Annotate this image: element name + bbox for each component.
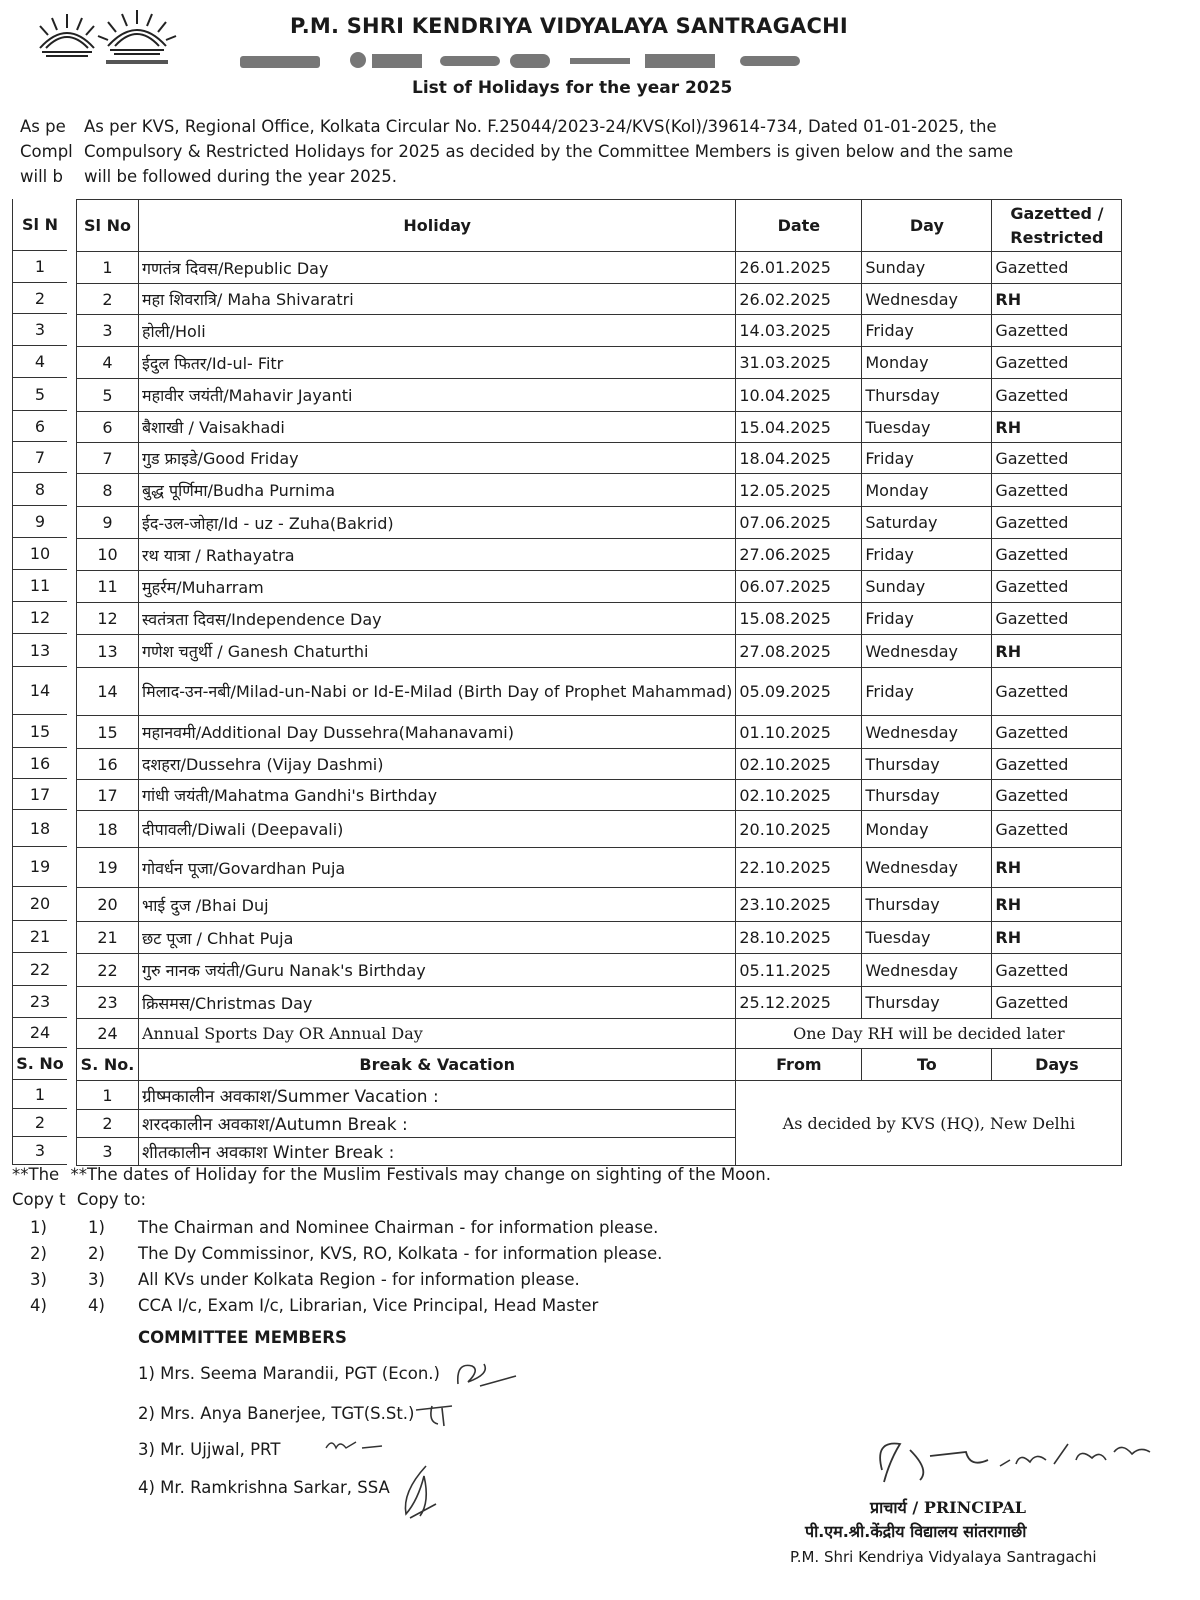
ghost-sl: 21	[13, 921, 67, 953]
row-sl-no: 12	[77, 603, 139, 635]
row-day: Saturday	[862, 507, 992, 539]
row-sl-no: 3	[77, 315, 139, 347]
row-holiday: ईद-उल-जोहा/Id - uz - Zuha(Bakrid)	[139, 507, 736, 539]
row-day: Wednesday	[862, 284, 992, 315]
row-holiday: गणेश चतुर्थी / Ganesh Chaturthi	[139, 635, 736, 668]
break-note: As decided by KVS (HQ), New Delhi	[736, 1081, 1122, 1166]
ghost-sl: 5	[13, 378, 67, 411]
ghost-sl: 23	[13, 986, 67, 1018]
ghost-sl: 14	[13, 667, 67, 715]
copy-num: 2)	[88, 1244, 105, 1263]
row-holiday: क्रिसमस/Christmas Day	[139, 987, 736, 1019]
row-sl-no: 20	[77, 888, 139, 922]
row-day: Friday	[862, 603, 992, 635]
ghost-sl: 8	[13, 473, 67, 506]
ghost-sl: 22	[13, 953, 67, 986]
row-holiday-type: RH	[992, 412, 1122, 443]
row-holiday: छट पूजा / Chhat Puja	[139, 922, 736, 954]
school-name: P.M. SHRI KENDRIYA VIDYALAYA SANTRAGACHI	[290, 14, 848, 38]
break-label: शरदकालीन अवकाश/Autumn Break :	[139, 1110, 736, 1138]
ghost-sl: 3	[13, 1137, 67, 1165]
ghost-sl: 2	[13, 1109, 67, 1137]
row-24	[77, 1019, 1122, 1049]
row-holiday: मुहर्रम/Muharram	[139, 571, 736, 603]
table-row	[77, 539, 1122, 571]
ghost-sl: 1	[13, 251, 67, 283]
copy-to-list	[30, 1218, 662, 1322]
row-sl-no: 16	[77, 749, 139, 780]
break-sno: 2	[77, 1110, 139, 1138]
signature-2	[412, 1400, 458, 1430]
committee-member: 3) Mr. Ujjwal, PRT	[138, 1440, 281, 1459]
row-holiday: महानवमी/Additional Day Dussehra(Mahanavami)	[139, 716, 736, 749]
row-sl-no: 4	[77, 347, 139, 379]
table-row	[77, 571, 1122, 603]
row-date: 20.10.2025	[736, 811, 862, 848]
row-holiday-type: Gazetted	[992, 252, 1122, 284]
committee-member: 2) Mrs. Anya Banerjee, TGT(S.St.)	[138, 1404, 415, 1423]
table-row	[77, 347, 1122, 379]
row-day: Friday	[862, 539, 992, 571]
note-ghost: **The	[12, 1165, 60, 1184]
row-holiday: बुद्ध पूर्णिमा/Budha Purnima	[139, 474, 736, 507]
row-sl-no: 18	[77, 811, 139, 848]
row-holiday-type: Gazetted	[992, 668, 1122, 716]
row-date: 14.03.2025	[736, 315, 862, 347]
committee-member: 4) Mr. Ramkrishna Sarkar, SSA	[138, 1478, 390, 1497]
row-date: 12.05.2025	[736, 474, 862, 507]
copy-text: The Dy Commissinor, KVS, RO, Kolkata - for information please.	[138, 1244, 663, 1263]
table-row	[77, 315, 1122, 347]
row-day: Tuesday	[862, 412, 992, 443]
table-row	[77, 848, 1122, 888]
copy-num: 3)	[88, 1270, 105, 1289]
row-sl-no: 2	[77, 284, 139, 315]
row-holiday: दशहरा/Dussehra (Vijay Dashmi)	[139, 749, 736, 780]
row-holiday: गणतंत्र दिवस/Republic Day	[139, 252, 736, 284]
row-sl-no: 21	[77, 922, 139, 954]
row-holiday-type: RH	[992, 848, 1122, 888]
row-date: 07.06.2025	[736, 507, 862, 539]
ghost-sl: 16	[13, 748, 67, 779]
table-row	[77, 443, 1122, 474]
row-day: Friday	[862, 315, 992, 347]
break-header-days: Days	[992, 1049, 1122, 1081]
committee-title: COMMITTEE MEMBERS	[138, 1328, 347, 1347]
row-sl-no: 13	[77, 635, 139, 668]
copy-ghost: Copy t	[12, 1190, 66, 1209]
row-day: Friday	[862, 668, 992, 716]
table-row	[77, 811, 1122, 848]
row-sl-no: 1	[77, 252, 139, 284]
row-day: Thursday	[862, 987, 992, 1019]
break-label: शीतकालीन अवकाश Winter Break :	[139, 1138, 736, 1166]
row-day: Monday	[862, 811, 992, 848]
copy-ghost-num: 4)	[30, 1296, 47, 1315]
row-holiday-type: Gazetted	[992, 347, 1122, 379]
header-date: Date	[736, 200, 862, 252]
row-day: Thursday	[862, 379, 992, 412]
row-date: 27.06.2025	[736, 539, 862, 571]
row-sl-no: 14	[77, 668, 139, 716]
copy-item	[30, 1244, 662, 1270]
row-holiday-type: Gazetted	[992, 539, 1122, 571]
header-sl-no: Sl No	[77, 200, 139, 252]
ghost-sl: 10	[13, 538, 67, 570]
row-holiday-type: Gazetted	[992, 954, 1122, 987]
row-holiday-type: Gazetted	[992, 379, 1122, 412]
signature-3	[322, 1434, 392, 1458]
row-day: Wednesday	[862, 848, 992, 888]
signature-4	[396, 1462, 442, 1522]
header-gazetted-restricted: Gazetted / Restricted	[992, 200, 1122, 252]
table-row	[77, 780, 1122, 811]
row24-note: One Day RH will be decided later	[736, 1019, 1122, 1049]
row-sl-no: 6	[77, 412, 139, 443]
intro-line: Compulsory & Restricted Holidays for 2025 as decided by the Committee Members is given below and the same	[84, 142, 1014, 161]
row-holiday-type: RH	[992, 888, 1122, 922]
ghost-sl: 11	[13, 570, 67, 602]
copy-to-heading	[12, 1190, 146, 1209]
row-day: Thursday	[862, 749, 992, 780]
row-day: Monday	[862, 474, 992, 507]
header-holiday: Holiday	[139, 200, 736, 252]
row-holiday-type: Gazetted	[992, 507, 1122, 539]
ghost-sl: 3	[13, 314, 67, 346]
table-row	[77, 749, 1122, 780]
break-row	[77, 1081, 1122, 1110]
note-text: **The dates of Holiday for the Muslim Festivals may change on sighting of the Moon.	[70, 1165, 771, 1184]
committee-member: 1) Mrs. Seema Marandii, PGT (Econ.)	[138, 1364, 440, 1383]
row-date: 26.01.2025	[736, 252, 862, 284]
table-row	[77, 668, 1122, 716]
break-header-sno: S. No.	[77, 1049, 139, 1081]
row-sl-no: 23	[77, 987, 139, 1019]
row-sl-no: 9	[77, 507, 139, 539]
row-sl-no: 7	[77, 443, 139, 474]
signature-1	[450, 1356, 520, 1392]
copy-ghost-num: 1)	[30, 1218, 47, 1237]
intro-paragraph	[84, 114, 1084, 189]
row24-holiday: Annual Sports Day OR Annual Day	[139, 1019, 736, 1049]
row-holiday: भाई दुज /Bhai Duj	[139, 888, 736, 922]
row-day: Friday	[862, 443, 992, 474]
row-day: Sunday	[862, 571, 992, 603]
table-row	[77, 888, 1122, 922]
row-date: 10.04.2025	[736, 379, 862, 412]
row-day: Wednesday	[862, 635, 992, 668]
row-holiday: गुरु नानक जयंती/Guru Nanak's Birthday	[139, 954, 736, 987]
row-date: 27.08.2025	[736, 635, 862, 668]
row-date: 31.03.2025	[736, 347, 862, 379]
row-holiday-type: Gazetted	[992, 749, 1122, 780]
row-holiday: स्वतंत्रता दिवस/Independence Day	[139, 603, 736, 635]
header-day: Day	[862, 200, 992, 252]
ghost-sl: 13	[13, 634, 67, 667]
copy-ghost-num: 3)	[30, 1270, 47, 1289]
row-holiday: बैशाखी / Vaisakhadi	[139, 412, 736, 443]
row-day: Tuesday	[862, 922, 992, 954]
row-date: 02.10.2025	[736, 749, 862, 780]
table-row	[77, 603, 1122, 635]
row-sl-no: 8	[77, 474, 139, 507]
row-holiday: महा शिवरात्रि/ Maha Shivaratri	[139, 284, 736, 315]
row-holiday-type: Gazetted	[992, 780, 1122, 811]
row-holiday-type: Gazetted	[992, 603, 1122, 635]
copy-to-label: Copy to:	[76, 1190, 147, 1209]
copy-text: CCA I/c, Exam I/c, Librarian, Vice Principal, Head Master	[138, 1296, 599, 1315]
break-header-to: To	[862, 1049, 992, 1081]
row-sl-no: 15	[77, 716, 139, 749]
row-sl-no: 17	[77, 780, 139, 811]
ghost-sl: 7	[13, 442, 67, 473]
row-holiday-type: Gazetted	[992, 474, 1122, 507]
table-row	[77, 987, 1122, 1019]
ghost-sl: 6	[13, 411, 67, 442]
row-holiday-type: Gazetted	[992, 315, 1122, 347]
row-holiday: महावीर जयंती/Mahavir Jayanti	[139, 379, 736, 412]
copy-item	[30, 1296, 662, 1322]
row-holiday-type: RH	[992, 635, 1122, 668]
ghost-sl: 18	[13, 810, 67, 847]
row-holiday: होली/Holi	[139, 315, 736, 347]
break-sno: 3	[77, 1138, 139, 1166]
document-title: List of Holidays for the year 2025	[412, 78, 733, 98]
row-day: Thursday	[862, 780, 992, 811]
principal-stamp-english: P.M. Shri Kendriya Vidyalaya Santragachi	[790, 1548, 1097, 1566]
table-row	[77, 635, 1122, 668]
ghost-sl: 2	[13, 283, 67, 314]
row-date: 28.10.2025	[736, 922, 862, 954]
ghost-sl: 24	[13, 1018, 67, 1048]
principal-signature	[870, 1430, 1170, 1500]
row-day: Thursday	[862, 888, 992, 922]
row-sl-no: 19	[77, 848, 139, 888]
break-header-label: Break & Vacation	[139, 1049, 736, 1081]
row-date: 26.02.2025	[736, 284, 862, 315]
row-holiday: गोवर्धन पूजा/Govardhan Puja	[139, 848, 736, 888]
ghost-sl: 12	[13, 602, 67, 634]
row-date: 18.04.2025	[736, 443, 862, 474]
principal-stamp-hindi: पी.एम.श्री.केंद्रीय विद्यालय सांतरागाछी	[805, 1522, 1027, 1541]
table-row	[77, 922, 1122, 954]
row-day: Wednesday	[862, 954, 992, 987]
row-day: Monday	[862, 347, 992, 379]
ghost-sl: 20	[13, 887, 67, 921]
row-sl-no: 22	[77, 954, 139, 987]
row-date: 23.10.2025	[736, 888, 862, 922]
ghost-sl: 15	[13, 715, 67, 748]
copy-text: The Chairman and Nominee Chairman - for information please.	[138, 1218, 659, 1237]
table-row	[77, 379, 1122, 412]
row-holiday-type: RH	[992, 922, 1122, 954]
row-date: 15.08.2025	[736, 603, 862, 635]
row-holiday-type: Gazetted	[992, 571, 1122, 603]
row-holiday: दीपावली/Diwali (Deepavali)	[139, 811, 736, 848]
row-sl-no: 5	[77, 379, 139, 412]
intro-line: As per KVS, Regional Office, Kolkata Circular No. F.25044/2023-24/KVS(Kol)/39614-734, Dated 01-01-2025, the	[84, 117, 997, 136]
row-holiday-type: Gazetted	[992, 987, 1122, 1019]
copy-num: 1)	[88, 1218, 105, 1237]
row-holiday: मिलाद-उन-नबी/Milad-un-Nabi or Id-E-Milad (Birth Day of Prophet Mahammad)	[139, 668, 736, 716]
table-row	[77, 954, 1122, 987]
holiday-table	[76, 199, 1122, 1166]
ghost-sl: 17	[13, 779, 67, 810]
copy-ghost-num: 2)	[30, 1244, 47, 1263]
break-header-row	[77, 1049, 1122, 1081]
break-sno: 1	[77, 1081, 139, 1110]
row24-sl: 24	[77, 1019, 139, 1049]
partner-logos-strip	[240, 48, 900, 74]
moon-note	[12, 1165, 771, 1184]
table-row	[77, 252, 1122, 284]
copy-item	[30, 1218, 662, 1244]
row-date: 01.10.2025	[736, 716, 862, 749]
ghost-serial-column	[12, 199, 67, 1165]
row-holiday: रथ यात्रा / Rathayatra	[139, 539, 736, 571]
row-date: 05.11.2025	[736, 954, 862, 987]
copy-item	[30, 1270, 662, 1296]
row-date: 06.07.2025	[736, 571, 862, 603]
ghost-sl: 4	[13, 346, 67, 378]
row-sl-no: 10	[77, 539, 139, 571]
ghost-sl: 19	[13, 847, 67, 887]
row-day: Wednesday	[862, 716, 992, 749]
table-row	[77, 716, 1122, 749]
ghost-header: Sl N	[13, 199, 67, 251]
table-row	[77, 284, 1122, 315]
row-holiday-type: Gazetted	[992, 443, 1122, 474]
row-holiday-type: RH	[992, 284, 1122, 315]
copy-num: 4)	[88, 1296, 105, 1315]
table-row	[77, 507, 1122, 539]
intro-line: will be followed during the year 2025.	[84, 167, 397, 186]
row-holiday: ईदुल फितर/Id-ul- Fitr	[139, 347, 736, 379]
row-date: 22.10.2025	[736, 848, 862, 888]
principal-label: प्राचार्य / PRINCIPAL	[870, 1498, 1027, 1517]
copy-text: All KVs under Kolkata Region - for information please.	[138, 1270, 580, 1289]
row-date: 25.12.2025	[736, 987, 862, 1019]
ghost-sl: S. No	[13, 1048, 67, 1080]
break-label: ग्रीष्मकालीन अवकाश/Summer Vacation :	[139, 1081, 736, 1110]
row-date: 05.09.2025	[736, 668, 862, 716]
ghost-sl: 9	[13, 506, 67, 538]
intro-ghost: As pe Compl will b	[20, 117, 73, 186]
ghost-sl: 1	[13, 1080, 67, 1109]
table-header-row	[77, 200, 1122, 252]
row-holiday: गांधी जयंती/Mahatma Gandhi's Birthday	[139, 780, 736, 811]
row-holiday-type: Gazetted	[992, 716, 1122, 749]
row-day: Sunday	[862, 252, 992, 284]
break-header-from: From	[736, 1049, 862, 1081]
row-date: 15.04.2025	[736, 412, 862, 443]
row-sl-no: 11	[77, 571, 139, 603]
kv-logo	[92, 8, 182, 70]
table-row	[77, 474, 1122, 507]
table-row	[77, 412, 1122, 443]
row-date: 02.10.2025	[736, 780, 862, 811]
row-holiday-type: Gazetted	[992, 811, 1122, 848]
row-holiday: गुड फ्राइडे/Good Friday	[139, 443, 736, 474]
